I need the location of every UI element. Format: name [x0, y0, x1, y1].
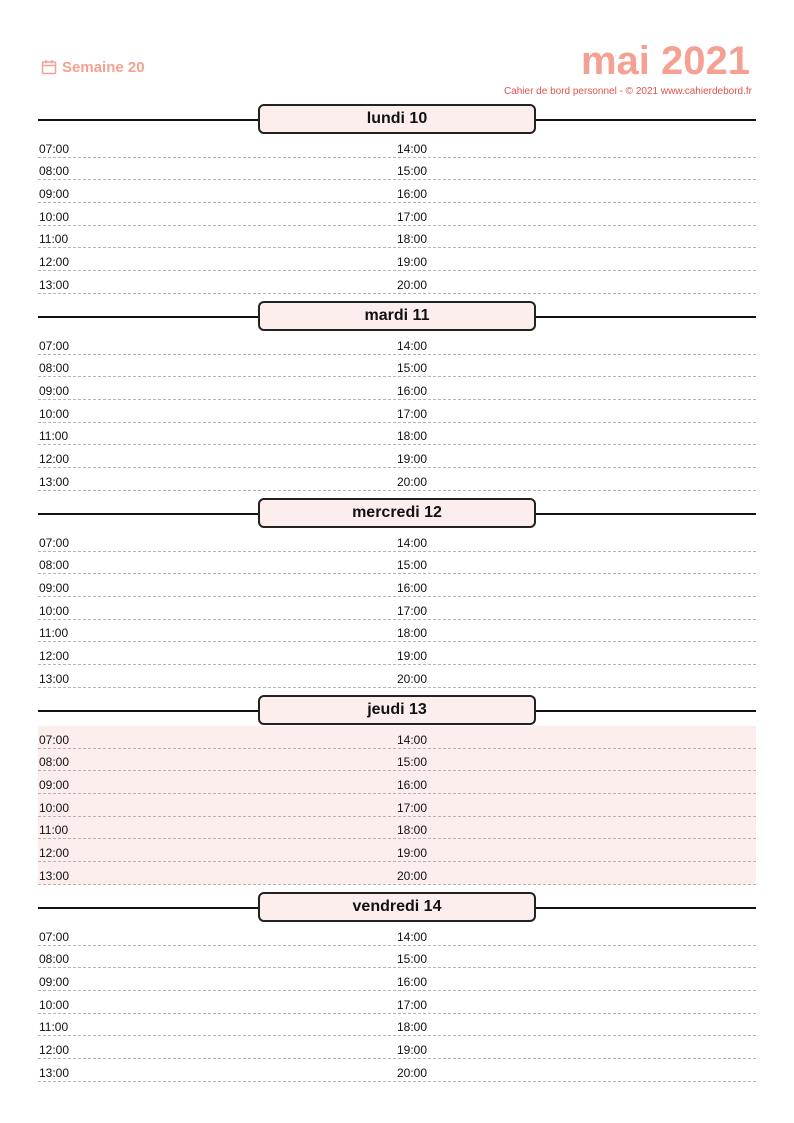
- day-section: [38, 495, 756, 692]
- time-label-afternoon: 15:00: [397, 361, 428, 376]
- time-slot-row[interactable]: [38, 597, 756, 620]
- day-title: vendredi 14: [258, 892, 536, 922]
- time-label-morning: 09:00: [39, 581, 70, 596]
- time-slot-row[interactable]: [38, 1014, 756, 1037]
- time-label-afternoon: 19:00: [397, 649, 428, 664]
- time-slot-row[interactable]: [38, 226, 756, 249]
- time-slot-row[interactable]: [38, 839, 756, 862]
- time-slots: [38, 135, 756, 294]
- time-label-afternoon: 14:00: [397, 929, 428, 944]
- time-label-afternoon: 20:00: [397, 671, 428, 686]
- time-label-morning: 07:00: [39, 141, 70, 156]
- time-label-morning: 11:00: [39, 429, 69, 444]
- time-label-afternoon: 16:00: [397, 778, 428, 793]
- time-label-afternoon: 16:00: [397, 187, 428, 202]
- time-label-morning: 07:00: [39, 535, 70, 550]
- time-label-morning: 10:00: [39, 997, 70, 1012]
- time-slot-row[interactable]: [38, 946, 756, 969]
- time-slots: [38, 332, 756, 491]
- time-label-morning: 08:00: [39, 755, 70, 770]
- day-title: mercredi 12: [258, 498, 536, 528]
- time-label-afternoon: 19:00: [397, 1043, 428, 1058]
- time-label-morning: 13:00: [39, 474, 70, 489]
- time-label-morning: 08:00: [39, 558, 70, 573]
- day-section: [38, 101, 756, 298]
- time-label-afternoon: 20:00: [397, 868, 428, 883]
- time-label-morning: 10:00: [39, 406, 70, 421]
- time-slot-row[interactable]: [38, 377, 756, 400]
- time-label-morning: 09:00: [39, 778, 70, 793]
- time-slot-row[interactable]: [38, 968, 756, 991]
- time-label-morning: 07:00: [39, 732, 70, 747]
- time-label-afternoon: 14:00: [397, 535, 428, 550]
- month-title: mai 2021: [580, 39, 750, 83]
- day-section: [38, 692, 756, 889]
- time-slot-row[interactable]: [38, 923, 756, 946]
- time-label-morning: 11:00: [39, 232, 69, 247]
- time-label-afternoon: 17:00: [397, 800, 428, 815]
- time-label-afternoon: 18:00: [397, 232, 428, 247]
- time-label-afternoon: 17:00: [397, 406, 428, 421]
- time-slots: [38, 726, 756, 885]
- time-slot-row[interactable]: [38, 665, 756, 688]
- time-label-morning: 11:00: [39, 1020, 69, 1035]
- time-label-afternoon: 17:00: [397, 603, 428, 618]
- time-label-morning: 10:00: [39, 209, 70, 224]
- time-label-morning: 12:00: [39, 1043, 70, 1058]
- time-slot-row[interactable]: [38, 248, 756, 271]
- time-label-morning: 08:00: [39, 361, 70, 376]
- time-slot-row[interactable]: [38, 552, 756, 575]
- time-label-afternoon: 16:00: [397, 384, 428, 399]
- time-label-morning: 07:00: [39, 929, 70, 944]
- credit-line: Cahier de bord personnel - © 2021 www.cahierdebord.fr: [503, 86, 752, 97]
- time-label-morning: 08:00: [39, 164, 70, 179]
- time-label-morning: 09:00: [39, 975, 70, 990]
- time-label-afternoon: 18:00: [397, 626, 428, 641]
- day-section: [38, 889, 756, 1086]
- time-slot-row[interactable]: [38, 1036, 756, 1059]
- time-label-morning: 13:00: [39, 277, 70, 292]
- time-slot-row[interactable]: [38, 135, 756, 158]
- time-slot-row[interactable]: [38, 529, 756, 552]
- time-slot-row[interactable]: [38, 445, 756, 468]
- time-slot-row[interactable]: [38, 423, 756, 446]
- day-section: [38, 298, 756, 495]
- time-label-afternoon: 19:00: [397, 255, 428, 270]
- time-slot-row[interactable]: [38, 468, 756, 491]
- time-label-afternoon: 15:00: [397, 558, 428, 573]
- day-title: mardi 11: [258, 301, 536, 331]
- time-label-afternoon: 18:00: [397, 429, 428, 444]
- time-label-morning: 09:00: [39, 384, 70, 399]
- time-slot-row[interactable]: [38, 271, 756, 294]
- time-slot-row[interactable]: [38, 400, 756, 423]
- time-slots: [38, 529, 756, 688]
- time-slot-row[interactable]: [38, 180, 756, 203]
- time-label-afternoon: 14:00: [397, 141, 428, 156]
- time-label-afternoon: 15:00: [397, 952, 428, 967]
- time-slots: [38, 923, 756, 1082]
- time-slot-row[interactable]: [38, 620, 756, 643]
- time-slot-row[interactable]: [38, 817, 756, 840]
- time-label-morning: 13:00: [39, 671, 70, 686]
- time-label-afternoon: 14:00: [397, 338, 428, 353]
- time-slot-row[interactable]: [38, 726, 756, 749]
- time-slot-row[interactable]: [38, 794, 756, 817]
- time-label-afternoon: 14:00: [397, 732, 428, 747]
- time-slot-row[interactable]: [38, 203, 756, 226]
- time-label-morning: 12:00: [39, 846, 70, 861]
- day-title: jeudi 13: [258, 695, 536, 725]
- time-slot-row[interactable]: [38, 642, 756, 665]
- time-label-afternoon: 19:00: [397, 846, 428, 861]
- time-slot-row[interactable]: [38, 355, 756, 378]
- time-label-afternoon: 20:00: [397, 277, 428, 292]
- time-label-afternoon: 18:00: [397, 1020, 428, 1035]
- time-label-afternoon: 17:00: [397, 997, 428, 1012]
- time-slot-row[interactable]: [38, 749, 756, 772]
- week-label-text: Semaine 20: [62, 58, 145, 76]
- time-slot-row[interactable]: [38, 158, 756, 181]
- time-slot-row[interactable]: [38, 574, 756, 597]
- time-label-afternoon: 15:00: [397, 164, 428, 179]
- time-slot-row[interactable]: [38, 1059, 756, 1082]
- time-label-morning: 13:00: [39, 1065, 70, 1080]
- time-label-afternoon: 18:00: [397, 823, 428, 838]
- time-label-afternoon: 20:00: [397, 1065, 428, 1080]
- time-label-morning: 12:00: [39, 649, 70, 664]
- time-label-afternoon: 16:00: [397, 975, 428, 990]
- time-label-morning: 07:00: [39, 338, 70, 353]
- time-label-morning: 08:00: [39, 952, 70, 967]
- time-label-afternoon: 19:00: [397, 452, 428, 467]
- time-label-afternoon: 17:00: [397, 209, 428, 224]
- time-label-afternoon: 20:00: [397, 474, 428, 489]
- time-label-morning: 12:00: [39, 255, 70, 270]
- week-label: [41, 57, 145, 77]
- time-label-morning: 12:00: [39, 452, 70, 467]
- time-label-morning: 13:00: [39, 868, 70, 883]
- time-label-morning: 11:00: [39, 626, 69, 641]
- time-label-morning: 10:00: [39, 800, 70, 815]
- time-slot-row[interactable]: [38, 991, 756, 1014]
- time-slot-row[interactable]: [38, 771, 756, 794]
- time-slot-row[interactable]: [38, 862, 756, 885]
- time-slot-row[interactable]: [38, 332, 756, 355]
- time-label-afternoon: 16:00: [397, 581, 428, 596]
- time-label-morning: 09:00: [39, 187, 70, 202]
- time-label-morning: 11:00: [39, 823, 69, 838]
- time-label-afternoon: 15:00: [397, 755, 428, 770]
- time-label-morning: 10:00: [39, 603, 70, 618]
- calendar-icon: [41, 59, 57, 75]
- day-title: lundi 10: [258, 104, 536, 134]
